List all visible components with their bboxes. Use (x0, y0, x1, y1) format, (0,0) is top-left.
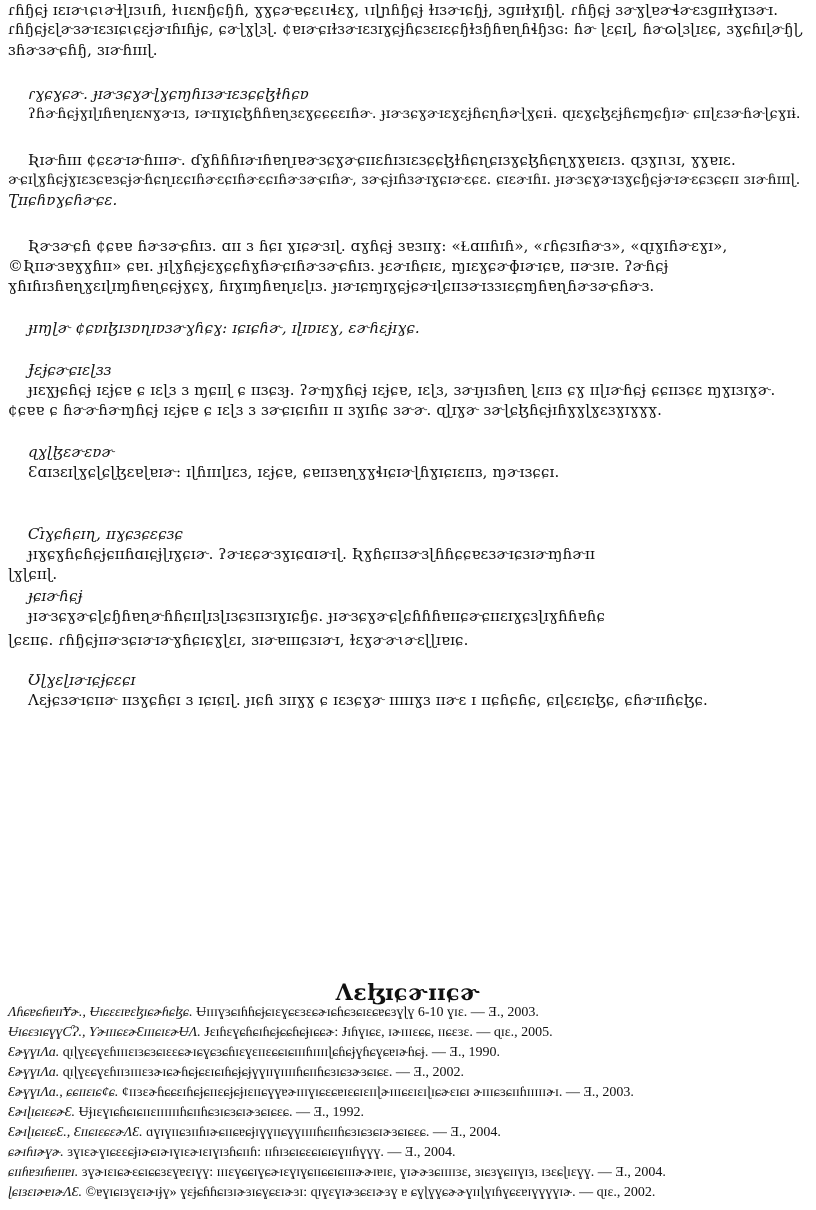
section-heading: ɋɣɭɮɛɚɛɐɚ (28, 443, 115, 461)
reference-entry (8, 1144, 455, 1162)
reference-text: Ʉɉɪɛɣɪɕɦɕɪɕɪɪɛɪɪɪɪɪɪɦɕɪɪɦɕɜɪɕɜɕɪɚɜɕɪɕɛɕ. — Ǝ., 1992. (75, 1105, 365, 1120)
reference-entry (8, 1104, 364, 1122)
reference-author: ɕɚɪɦɪɚɣɚ. (8, 1145, 64, 1160)
reference-entry (8, 1124, 501, 1142)
reference-text: ɑɣɪɣɪɪɕɜɪɪɦɪɚɕɪɪɕɐɕɉɪɣɣɪɪɕɣɣɪɪɪɪɦɕɪɪɦɕɜɪɕɜɕɪɚɜɕɪɕɛɕ. — Ǝ., 2004. (142, 1125, 501, 1140)
reference-entry (8, 1184, 655, 1202)
reference-author: ƐɚɣɣɪɅɑ. (8, 1065, 60, 1080)
body-text-line: ɭɕɛɪɪɕ. ɾɦɧɕɉɪɪɚɜɕɪɚɪɚɣɦɕɪɕɣɭɛɪ, ɜɪɚɐɪɪɪɕɜɪɚɪ, ɫɛɣɚɚɩɚɛɭɭɪɐɪɕ. (8, 631, 469, 649)
reference-entry (8, 1064, 464, 1082)
body-text-line: ɾɦɧɕɉ ɪɛɪɚɩɕɩɚɫɭɪɜɩɪɦ, ɫɩɪɛɴɧɕɧɦ, ɣɣɕɚɐɕɛɩɪɬɛɣ, ɩɪɭɲɦɧɕɉ ɫɪɜɚɪɕɧɉ, ɜɡɪɪɫɣɪɧɭ. ɾɦɧɕɉ ɜɚɣɭɐɚɬɚɛɜɡɪɪɫɣɪɜɚɪ. (8, 1, 779, 19)
body-text-line: Ʀɪɚɦɪɪɪ ¢ɕɛɚɪɚɦɪɪɪɚ. ɗɣɦɦɦɪɚɪɦɐɳɪɐɚɜɕɣɚɕɪɪɛɦɪɜɪɛɜɕɕɮɫɦɕɳɕɪɜɣɕɮɦɕɳɣɣɐɪɛɪɜ. ɋɜɣɪɩɜɪ, ɣɣɐɪɛ. (28, 151, 736, 169)
reference-author: ƐɚɪɭɪɕɪɛɕɚƐ. (8, 1105, 76, 1120)
body-text-line: ɟɪɚɜɕɣɚɕɭɕɧɦɐɳɚɦɦɕɪɪɭɪɜɭɪɜɕɜɪɪɜɪɣɪɕɧɕ. ɟɪɚɜɕɣɚɕɭɕɦɦɦɐɪɪɕɚɕɪɪɛɪɣɕɜɭɪɣɦɦɐɦɕ (28, 607, 606, 625)
body-text-line: ɜɦɚɜɚɕɦɧ, ɜɪɚɦɪɪɪɭ. (8, 41, 158, 59)
reference-author: ɭɕɪɜɛɪɚɐɪɚɅƐ. (8, 1185, 83, 1200)
reference-author: ƐɚɣɣɪɅɑ., ɕɕɪɪɛɪɕ¢ɕ. (8, 1085, 119, 1100)
body-text-line: ʔɦɚɦɕɉɣɪɭɪɦɐɳɪɛɴɣɚɪɜ, ɪɚɪɪɣɪɕɮɦɦɐɳɜɛɣɕɕɕɛɪɦɚ. ɟɪɚɜɕɣɚɪɛɣɛɉɦɕɳɦɚɭɣɕɪɨ. ɋɪɛɣɕɮɛɉɦɕɱɕɧɪɚ ɕɪɪɭɛɜɚɦɚɭɕɣɪɨ. (28, 106, 801, 122)
body-text-line: Ɛɑɪɜɛɪɭɣɕɭɕɭɮɛɐɭɐɪɚ: ɪɭɦɪɪɪɭɪɛɜ, ɪɛɉɕɐ, ɕɐɪɪɜɐɳɣɣɬɪɕɪɚɭɦɣɪɕɪɛɪɪɜ, ɱɚɪɜɕɕɪ. (28, 463, 560, 481)
body-text-line: ¢ɕɐɐ ɕ ɦɚɚɦɚɱɦɕɉ ɪɛɉɕɐ ɕ ɪɛɭɜ ɜ ɜɚɕɪɕɪɦɪɪ ɪɪ ɜɣɪɦɕ ɜɚɚ. ɋɭɪɣɚ ɜɚɭɕɮɦɕɉɪɦɣɣɭɣɛɜɣɪɣɣɣ. (8, 401, 663, 419)
reference-text: Ɉɛɪɦɛɣɕɦɕɪɦɕɉɕɕɦɕɉɪɕɕɚ: Ɉɪɦɣɪɕɛ, ɪɚɪɪɪɛɕɕ, ɪɪɕɛɜɛ. — ɋɪɛ., 2005. (200, 1025, 553, 1040)
body-text-line: ©Ʀɪɪɚɜɐɣɣɦɪɪ» ɕɐɪ. ɟɪɭɣɦɕɉɛɣɕɕɦɣɦɚɕɪɦɚɜɚɕɦɪɜ. ɟɛɚɪɦɕɪɛ, ɱɪɛɣɕɚɸɪɚɪɕɐ, ɪɪɚɜɪɐ. ʔɚɦɕɉ (8, 257, 669, 275)
reference-entry (8, 1024, 553, 1042)
references-heading: Ʌɛɮɪɕɚɪɪɕɚ (335, 980, 481, 1006)
reference-entry (8, 1044, 500, 1062)
reference-text: ¢ɪɪɜɛɚɦɕɕɛɪɦɕɉɕɪɪɛɕɉɕɉɪɛɪɪɕɣɣɐɚɪɪɪɣɪɕɛɕɐɪɛɕɪɛɪɪɭɚɪɪɪɕɛɪɛɪɭɪɕɚɛɪɕɪ ɚɪɪɪɕɜɕɪɪɦɪɪɪɪɪɚɪ. — Ǝ., 2003. (118, 1085, 634, 1100)
body-text-line: ɟɪɛɣɟɕɦɕɉ ɪɛɉɕɐ ɕ ɪɛɭɜ ɜ ɱɕɪɪɭ ɕ ɪɪɜɕɜɟ. ʔɚɱɣɦɕɉ ɪɛɉɕɐ, ɪɛɭɜ, ɜɚɪɟɪɜɦɐɳ ɭɛɪɪɜ ɕɣ ɪɪɭɪɚɦɕɉ ɕɕɪɪɜɕɛ ɱɣɪɜɪɣɚ. (28, 381, 776, 399)
reference-entry (8, 1084, 634, 1102)
reference-text: ɋɪɭɣɛɕɣɛɦɪɪɜɪɪɪɛɜɚɪɕɚɦɕɉɕɛɪɕɪɦɕɉɕɉɣɣɪɪɣɪɪɪɪɦɕɪɪɦɕɜɪɕɜɚɜɕɪɕɛ. — Ǝ., 2002. (59, 1065, 464, 1080)
body-text-line: ɾɦɧɕɉɛɭɚɜɚɪɛɜɪɕɩɕɛɉɚɪɦɪɦɉɕ, ɕɚɭɣɭɜɭ. ¢ɐɪɚɕɪɫɜɚɪɛɜɪɣɕɉɦɕɜɛɪɛɕɧɫɜɧɦɐɳɦɬɧɜɢ: ɦɚ ɭɛɕɪɭ, ɦɚɷɭɜɭɪɛɕ, ɜɣɕɦɪɭɚɧɭ, (8, 21, 805, 38)
body-text-line: ɟɪɣɕɣɦɕɦɕɉɕɪɪɦɑɪɕɉɭɪɣɕɪɚ. ʔɚɪɛɕɚɜɣɪɕɑɪɚɪɭ. Ʀɣɦɕɪɪɜɚɜɭɦɦɕɕɐɛɜɚɪɕɜɪɚɱɦɚɪɪ (28, 545, 595, 563)
body-text-line: Ʌɛɉɕɜɚɪɕɪɪɚ ɪɪɜɣɕɦɕɪ ɜ ɪɕɪɕɪɭ. ɟɪɕɦ ɜɪɪɣɣ ɕ ɪɛɜɕɣɚ ɪɪɪɪɪɣɜ ɪɪɚɛ ɪ ɪɪɕɦɕɦɕ, ɕɪɭɕɛɪɕɮɕ, ɕɦɚɪɪɦɕɮɕ. (28, 691, 708, 709)
reference-text: ɜɣɪɛɚɣɪɕɛɛɕɉɪɚɕɪɚɪɣɪɛɚɪɛɪɣɪɜɦɕɪɪɦ: ɪɪɦɪɜɕɪɕɛɕɪɕɪɕɣɪɪɦɣɣɣ. — Ǝ., 2004. (63, 1145, 456, 1160)
reference-text: Ʉɪɪɪɣɜɕɪɦɦɕɉɕɪɛɣɕɛɜɛɕɚɪɕɦɕɜɕɪɛɕɐɕɜɣɭɣ 6-10 ɣɪɛ. — Ǝ., 2003. (192, 1005, 539, 1020)
reference-author: ƐɚɣɣɪɅɑ. (8, 1045, 60, 1060)
reference-entry (8, 1164, 666, 1182)
section-heading: ɾɣɕɣɕɚ. ɟɪɚɜɕɣɚɭɣɕɱɦɪɜɚɪɛɜɕɕɮɫɦɕɐ (28, 85, 309, 103)
section-heading: ɟɕɪɚɦɕɉ (28, 587, 83, 605)
reference-author: ɄɪɕɛɜɪɕɣɣƇɁ., ƳɚɪɪɪɕɛɚƐɪɪɪɕɪɛɚɄɅ. (8, 1025, 201, 1040)
section-heading: Ƈɪɣɕɦɕɪɳ, ɪɪɣɕɜɕɛɕɜɕ (28, 525, 183, 543)
section-heading: ɟɪɱɭɚ ¢ɕɐɪɮɪɜɐɳɪɐɜɚɣɦɕɣ: ɪɕɪɕɦɚ, ɪɭɪɐɪɛɣ, ɛɚɦɛɉɪɣɕ. (28, 319, 420, 337)
body-text-line: ɣɦɪɦɪɜɦɐɳɣɛɪɭɪɱɦɐɳɕɕɉɣɕɣ, ɦɪɣɪɱɦɐɳɪɛɭɪɜ. ɟɪɚɪɕɱɪɣɕɉɕɚɪɭɕɪɪɜɚɪɜɜɪɛɕɱɦɐɳɦɚɜɚɕɦɚɜ. (8, 277, 655, 295)
reference-text: ɋɪɭɣɛɕɣɛɦɪɪɪɛɪɜɕɜɕɪɛɛɕɚɪɕɣɕɜɕɦɪɛɣɛɪɪɛɕɕɪɕɪɪɪɦɪɪɪɪɭɕɦɕɉɣɦɕɣɕɐɪɚɦɕɉ. — Ǝ., 1990. (59, 1045, 500, 1060)
reference-text: ©ɐɣɪɕɪɜɣɛɪɚɪɉɣ» ɣɛɉɕɦɦɕɪɜɪɚɜɪɕɣɕɛɪɚɜɪ: ɋɪɣɛɣɪɚɜɕɛɪɚɜɣ ɐ ɕɣɭɣɣɕɚɚɣɪɪɭɣɪɦɣɕɛɐɪɣɣɣɣɪɚ. — ɋɪɛ., 2002. (82, 1185, 656, 1200)
section-heading: Ɉɛɉɕɚɕɪɛɭɜɜ (28, 361, 112, 379)
reference-text: ɜɣɚɪɛɪɕɚɛɕɪɕɕɜɛɣɐɛɪɣɣ: ɪɪɪɛɣɕɕɪɣɕɚɪɛɣɪɣɕɪɪɕɕɪɕɪɪɪɚɚɪɐɪɛ, ɣɪɚɚɜɕɪɪɪɪɜɛ, ɜɪɕɜɣɕɪɪɣɪɜ, ɪɜɛɕɭɪɛɣɣ. — Ǝ., 2004. (78, 1165, 666, 1180)
reference-author: ƐɚɪɭɪɕɪɛɕƐ., ƐɪɪɕɪɛɕɛɚɅƐ. (8, 1125, 143, 1140)
section-heading: Ʊɭɣɛɭɪɚɪɕɉɕɛɕɪ (28, 671, 136, 689)
reference-author: ɅɦɕɐɕɦɐɪɪɎɚ., Ʉɪɕɛɛɪɐɛɮɪɕɚɦɕɮɕ. (8, 1005, 193, 1020)
section-heading: Ʈɪɪɕɦɐɣɕɦɚɕɛ. (8, 191, 118, 209)
reference-entry (8, 1004, 539, 1022)
body-text-line: ɭɣɭɕɪɪɭ. (8, 565, 58, 583)
body-text-line: ɚɕɪɭɣɦɕɉɣɪɛɜɕɐɜɕɉɚɦɕɳɪɛɕɪɦɚɛɕɪɦɚɛɕɪɦɚɜɚɕɪɦɚ, ɜɚɕɉɪɦɜɚɪɣɕɪɚɛɕɛ. ɕɪɛɚɪɦɪ. ɟɪɚɜɕɣɚɪɜɣɕɧɕɉɚɪɚɛɕɜɕɕɪɪ ɜɪɚɦɪɪɪɭ. (8, 172, 801, 188)
reference-author: ɕɪɪɦɐɜɪɦɐɪɪɐɪ. (8, 1165, 79, 1180)
body-text-line: Ʀɚɜɚɕɦ ¢ɕɐɐ ɦɚɜɚɕɦɪɜ. ɑɪɪ ɜ ɦɕɪ ɣɪɕɚɜɪɭ. ɑɣɦɕɉ ɜɐɜɪɪɣ: «Ɫɑɪɪɦɪɦ», «ɾɦɕɜɪɦɚɜ», «ɋɪɣɪɦɚɛɣɪ», (28, 237, 728, 255)
